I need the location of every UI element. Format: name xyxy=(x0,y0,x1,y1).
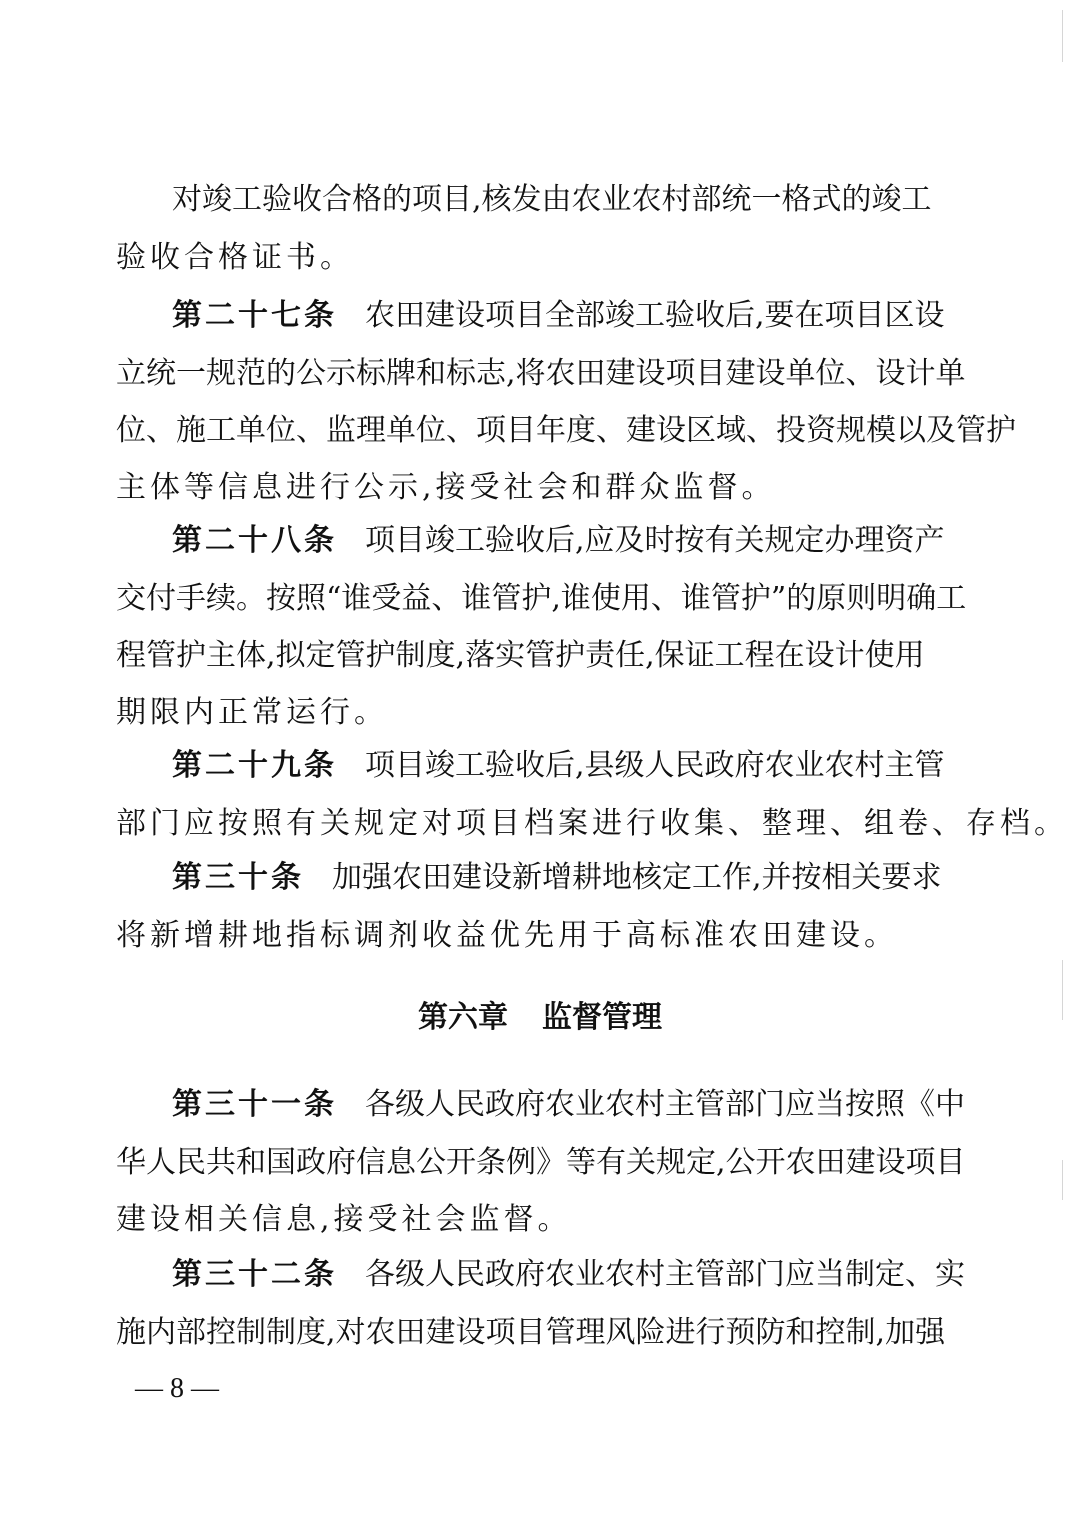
article-first-line xyxy=(116,850,942,906)
scan-edge-mark xyxy=(1062,10,1063,62)
article-label: 第三十二条 xyxy=(172,1257,337,1292)
article-first-line xyxy=(116,513,945,569)
article-first-line xyxy=(116,1247,965,1303)
text-line: 对竣工验收合格的项目,核发由农业农村部统一格式的竣工 xyxy=(172,182,932,217)
scan-edge-mark xyxy=(1062,1160,1063,1200)
text-line: 华人民共和国政府信息公开条例》等有关规定,公开农田建设项目 xyxy=(116,1145,966,1180)
text-line: 期限内正常运行。 xyxy=(116,695,388,730)
text-line: 将新增耕地指标调剂收益优先用于高标准农田建设。 xyxy=(116,918,898,953)
text-line: 位、施工单位、监理单位、项目年度、建设区域、投资规模以及管护 xyxy=(116,413,1016,448)
article-first-line xyxy=(116,288,945,344)
article-text: 各级人民政府农业农村主管部门应当制定、实 xyxy=(365,1257,965,1292)
text-line: 部门应按照有关规定对项目档案进行收集、整理、组卷、存档。 xyxy=(116,806,1068,841)
article-label: 第三十条 xyxy=(172,860,304,895)
article-text: 各级人民政府农业农村主管部门应当按照《中 xyxy=(365,1087,965,1122)
text-line: 交付手续。按照“谁受益、谁管护,谁使用、谁管护”的原则明确工 xyxy=(116,581,967,616)
article-first-line xyxy=(116,1077,965,1133)
article-label: 第三十一条 xyxy=(172,1087,337,1122)
text-line: 程管护主体,拟定管护制度,落实管护责任,保证工程在设计使用 xyxy=(116,638,925,673)
article-text: 加强农田建设新增耕地核定工作,并按相关要求 xyxy=(332,860,942,895)
article-text: 项目竣工验收后,县级人民政府农业农村主管 xyxy=(365,748,945,783)
text-line: 验收合格证书。 xyxy=(116,240,354,275)
text-line: 立统一规范的公示标牌和标志,将农田建设项目建设单位、设计单 xyxy=(116,356,966,391)
text-line: 施内部控制制度,对农田建设项目管理风险进行预防和控制,加强 xyxy=(116,1315,946,1350)
chapter-title: 监督管理 xyxy=(542,1000,662,1035)
article-label: 第二十八条 xyxy=(172,523,337,558)
chapter-heading xyxy=(0,990,1080,1046)
text-line: 建设相关信息,接受社会监督。 xyxy=(116,1202,572,1237)
article-first-line xyxy=(116,738,945,794)
article-text: 农田建设项目全部竣工验收后,要在项目区设 xyxy=(365,298,945,333)
chapter-number: 第六章 xyxy=(418,1000,508,1035)
article-text: 项目竣工验收后,应及时按有关规定办理资产 xyxy=(365,523,945,558)
article-label: 第二十九条 xyxy=(172,748,337,783)
page-number: — 8 — xyxy=(135,1373,219,1404)
article-label: 第二十七条 xyxy=(172,298,337,333)
text-line: 主体等信息进行公示,接受社会和群众监督。 xyxy=(116,470,776,505)
